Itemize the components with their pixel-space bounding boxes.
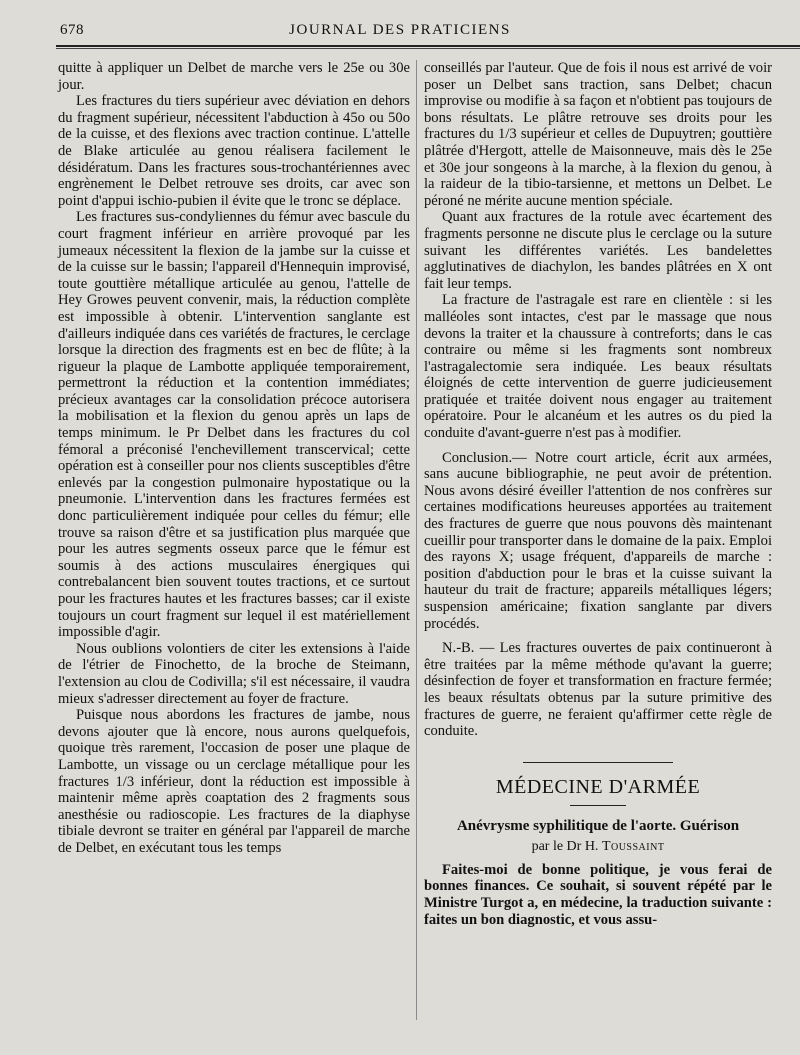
article-author [424, 836, 772, 858]
author-prefix: par le Dr H. [531, 838, 599, 854]
paragraph-upper-third-fractures: Les fractures du tiers supérieur avec déviation en dehors du fragment supérieur, nécessitent l'abduction à 45o ou 50o de la cuisse, et des flexions avec traction continue. L'attelle de Blake articulée au genou réalisera facilement le désidératum. Dans les fractures sous-trochantériennes avec engrènement le Delbet retrouve ses droits, car avec son point d'appui ischio-pubien il évite que le tronc se déplace. [58, 93, 410, 209]
article-title: Anévrysme syphilitique de l'aorte. Guérison [456, 817, 740, 834]
journal-title: JOURNAL DES PRATICIENS [289, 22, 511, 38]
section-title-underline [570, 805, 626, 806]
paragraph-conclusion: Conclusion.— Notre court article, écrit aux armées, sans aucune bibliographie, ne peut avoir de prétention. Nous avons désiré éveiller l'attention de nos confrères sur certaines modifications heureuses apportées au traitement des fractures de guerre que nous pouvons dès maintenant cueillir pour transporter dans le domaine de la paix. Emploi des rayons X; usage fréquent, d'appareils de marche : position d'abduction pour le bras et la cuisse suivant la hauteur du trait de fracture; appareils métalliques légers; suspension américaine; fixation sanglante par divers procédés. [424, 449, 772, 632]
column-divider [416, 60, 417, 1020]
paragraph-nota-bene: N.-B. — Les fractures ouvertes de paix continueront à être traitées par la même méthode qu'avant la guerre; désinfection de foyer et transformation en fracture fermée; les beaux résultats obtenus par la suture primitive des fractures de guerre, ne feraient qu'affirmer cette règle de conduite. [424, 640, 772, 740]
paragraph-femur-continuation: quitte à appliquer un Delbet de marche vers le 25e ou 30e jour. [58, 60, 410, 93]
paragraph-extensions: Nous oublions volontiers de citer les extensions à l'aide de l'étrier de Finochetto, de la broche de Steimann, l'extension au clou de Codivilla; s'il est nécessaire, il vaudra mieux s'adresser directement au foyer de fracture. [58, 640, 410, 707]
paragraph-delbet-continuation: conseillés par l'auteur. Que de fois il nous est arrivé de voir poser un Delbet sans traction, sans Delbet; chacun improvise ou modifie à sa façon et n'obtient pas toujours de bons résultats. Le plâtre retrouve ses droits pour les fractures du 1/3 supérieur et celles de Dupuytren; gouttière plâtrée d'Hergott, attelle de Maisonneuve, mais dès le 25e et 30e jour songeons à la marche, à la flexion du genou, à la raideur de la tibio-tarsienne, et mettons un Delbet. Le péroné ne mérite aucune mention spéciale. [424, 60, 772, 209]
running-head [0, 0, 800, 40]
paragraph-supracondylar-fractures: Les fractures sus-condyliennes du fémur avec bascule du court fragment inférieur en arrière provoqué par les jumeaux nécessitent la flexion de la jambe sur la cuisse et de la cuisse sur le bassin; l'appareil d'Hennequin improvisé, toute gouttière métallique articulée au genou, l'attelle de Hey Growes peuvent convenir, mais, la réduction complète est impossible à obtenir. L'intervention sanglante est d'ailleurs indiquée dans ces variétés de fractures, le cerclage lorsque la direction des fragments est en bec de flûte; à la rigueur la plaque de Lambotte appliquée temporairement, permettront la réduction et la contention immédiates; précieux avantages car la consolidation précoce autorisera la mobilisation et la flexion du genou après un laps de temps minimum. le Pr Delbet dans les fractures du col fémoral a préconisé l'enchevillement transcervical; cette opération est à conseiller pour nos clients susceptibles d'être enlevés par la congestion pulmonaire hypostatique ou la pneumonie. L'intervention dans les fractures fermées est donc particulièrement indiquée pour celles du fémur; elle trouve sa raison d'être et sa justification plus marquée que pour les autres segments osseux parce que le fémur est soumis à des actions musculaires énergiques qui contrebalancent bien souvent toutes tractions, et ce surtout pour les fractures hautes et les fractures basses; car il existe toujours un court fragment sur lequel il est matériellement impossible d'agir. [58, 209, 410, 641]
paragraph-leg-fractures: Puisque nous abordons les fractures de jambe, nous devons ajouter que là encore, nous aurons quelquefois, quoique très rarement, l'occasion de poser une plaque de Lambotte, un vissage ou un cerclage métallique pour les fractures 1/3 inférieur, dont la réduction est impossible à maintenir même après coaptation des 2 fragments sous anesthésie ou radioscopie. Les fractures de la diaphyse tibiale devront se traiter en général par l'appareil de marche de Delbet, en exécutant tous les temps [58, 707, 410, 856]
section-title: MÉDECINE D'ARMÉE [495, 775, 701, 798]
left-column [58, 60, 410, 857]
paragraph-astragalus-fractures: La fracture de l'astragale est rare en clientèle : si les malléoles sont intactes, c'est par le massage que nous devons la traiter et la chaussure à contreforts; dans le cas contraire ou même si les fragments sont nombreux l'astragalectomie sera indiquée. Les beaux résultats éloignés de cette intervention de guerre judicieusement pratiquée et traitée doivent nous engager au traitement opératoire. Pour le alcanéum et les autres os du pied la conduite d'avant-guerre n'est pas à modifier. [424, 292, 772, 442]
header-rule [56, 45, 800, 49]
paragraph-article-opening: Faites-moi de bonne politique, je vous ferai de bonnes finances. Ce souhait, si souvent répété par le Ministre Turgot a, en médecine, la traduction suivante : faites un bon diagnostic, et vous assu- [424, 861, 772, 928]
author-name: Toussaint [601, 838, 665, 854]
page-number: 678 [60, 22, 84, 38]
paragraph-patella-fractures: Quant aux fractures de la rotule avec écartement des fragments personne ne discute plus le cerclage ou la suture suivant les différentes variétés. Les bandelettes agglutinatives de diachylon, les bandes plâtrées en X ont fait leur temps. [424, 209, 772, 292]
right-column [424, 60, 772, 928]
section-separator [523, 762, 673, 763]
